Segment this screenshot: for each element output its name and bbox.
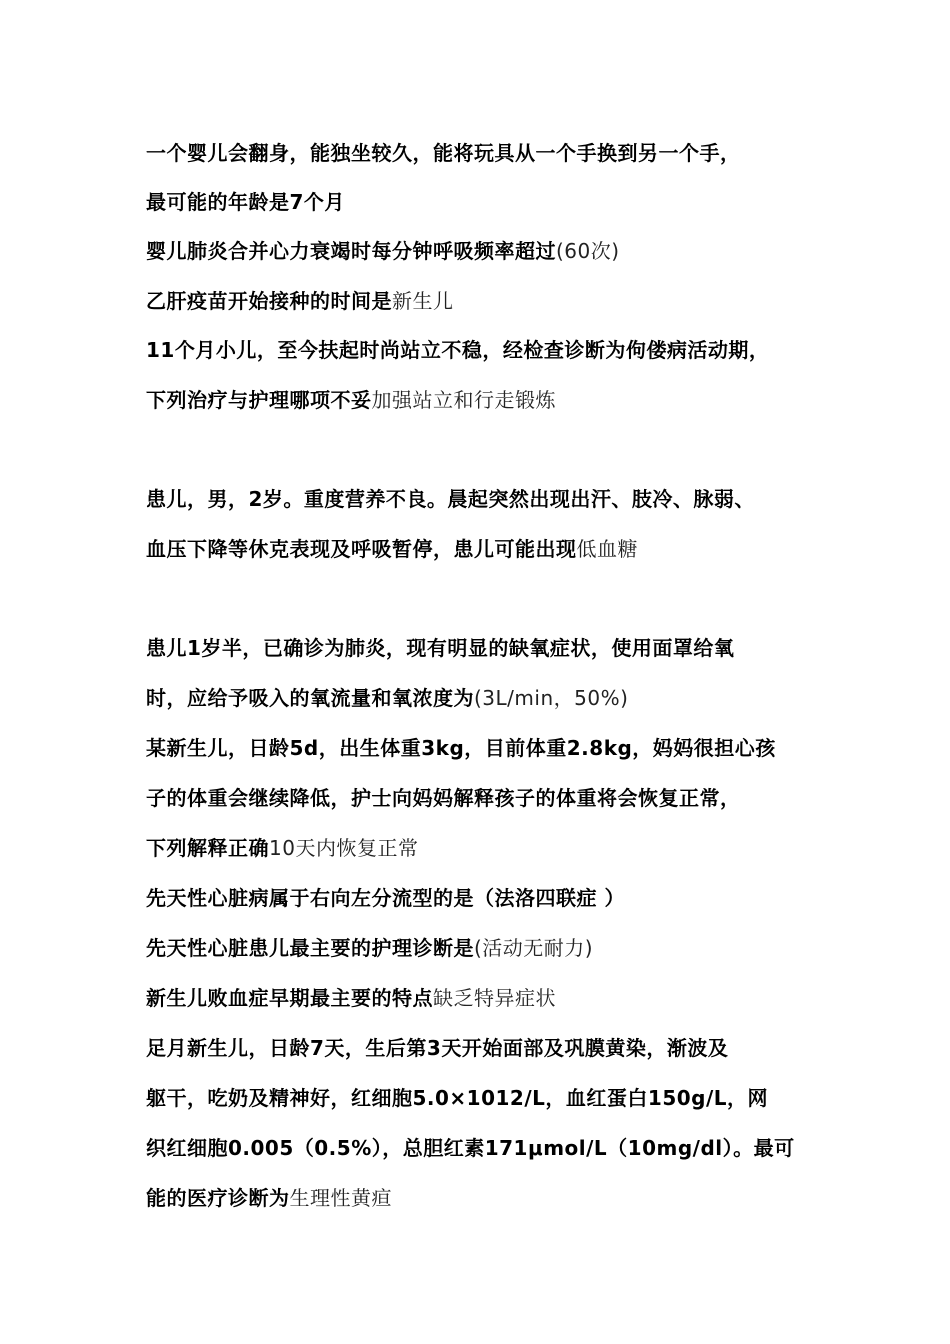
question-text: 患儿1岁半，已确诊为肺炎，现有明显的缺氧症状，使用面罩给氧 — [146, 636, 735, 660]
question-line — [146, 140, 836, 166]
question-line — [146, 935, 836, 961]
question-text: 躯干，吃奶及精神好，红细胞5.0×1012/L，血红蛋白150g/L，网 — [146, 1086, 769, 1110]
question-text: 足月新生儿，日龄7天，生后第3天开始面部及巩膜黄染，渐波及 — [146, 1036, 729, 1060]
question-text: 先天性心脏患儿最主要的护理诊断是 — [146, 936, 474, 960]
question-text: 新生儿败血症早期最主要的特点 — [146, 986, 433, 1010]
question-line — [146, 885, 836, 911]
question-text: 一个婴儿会翻身，能独坐较久，能将玩具从一个手换到另一个手， — [146, 141, 741, 165]
question-line — [146, 387, 836, 413]
question-line — [146, 1185, 836, 1211]
question-line — [146, 536, 836, 562]
question-text: 患儿，男，2岁。重度营养不良。晨起突然出现出汗、肢冷、脉弱、 — [146, 487, 755, 511]
question-line — [146, 1135, 836, 1161]
question-text: 婴儿肺炎合并心力衰竭时每分钟呼吸频率超过 — [146, 239, 556, 263]
question-text: 最可能的年龄是7个月 — [146, 190, 345, 214]
question-line — [146, 685, 836, 711]
question-text: 子的体重会继续降低，护士向妈妈解释孩子的体重将会恢复正常， — [146, 786, 741, 810]
question-line — [146, 288, 836, 314]
question-text: 先天性心脏病属于右向左分流型的是（法洛四联症 ） — [146, 886, 625, 910]
question-text: 能的医疗诊断为 — [146, 1186, 290, 1210]
question-line — [146, 486, 836, 512]
question-line — [146, 835, 836, 861]
question-text: 某新生儿，日龄5d，出生体重3kg，目前体重2.8kg，妈妈很担心孩 — [146, 736, 776, 760]
question-line — [146, 735, 836, 761]
question-text: 下列治疗与护理哪项不妥 — [146, 388, 372, 412]
question-text: 下列解释正确 — [146, 836, 269, 860]
question-line — [146, 238, 836, 264]
question-line — [146, 189, 836, 215]
question-text: 织红细胞0.005（0.5%），总胆红素171μmol/L（10mg/dl）。最可 — [146, 1136, 795, 1160]
answer-text: 生理性黄疸 — [289, 1186, 392, 1210]
answer-text: 新生儿 — [392, 289, 454, 313]
answer-text: (活动无耐力) — [474, 936, 594, 960]
answer-text: 低血糖 — [576, 537, 638, 561]
question-line — [146, 785, 836, 811]
question-line — [146, 1035, 836, 1061]
answer-text: (60次) — [556, 239, 620, 263]
answer-text: 缺乏特异症状 — [433, 986, 556, 1010]
answer-text: 加强站立和行走锻炼 — [371, 388, 556, 412]
question-text: 血压下降等休克表现及呼吸暂停，患儿可能出现 — [146, 537, 577, 561]
question-text: 11个月小儿，至今扶起时尚站立不稳，经检查诊断为佝偻病活动期， — [146, 338, 770, 362]
answer-text: 10天内恢复正常 — [269, 836, 419, 860]
question-text: 乙肝疫苗开始接种的时间是 — [146, 289, 392, 313]
question-line — [146, 337, 836, 363]
question-line — [146, 635, 836, 661]
question-text: 时，应给予吸入的氧流量和氧浓度为 — [146, 686, 474, 710]
question-line — [146, 1085, 836, 1111]
question-line — [146, 985, 836, 1011]
answer-text: (3L/min，50%) — [474, 686, 629, 710]
